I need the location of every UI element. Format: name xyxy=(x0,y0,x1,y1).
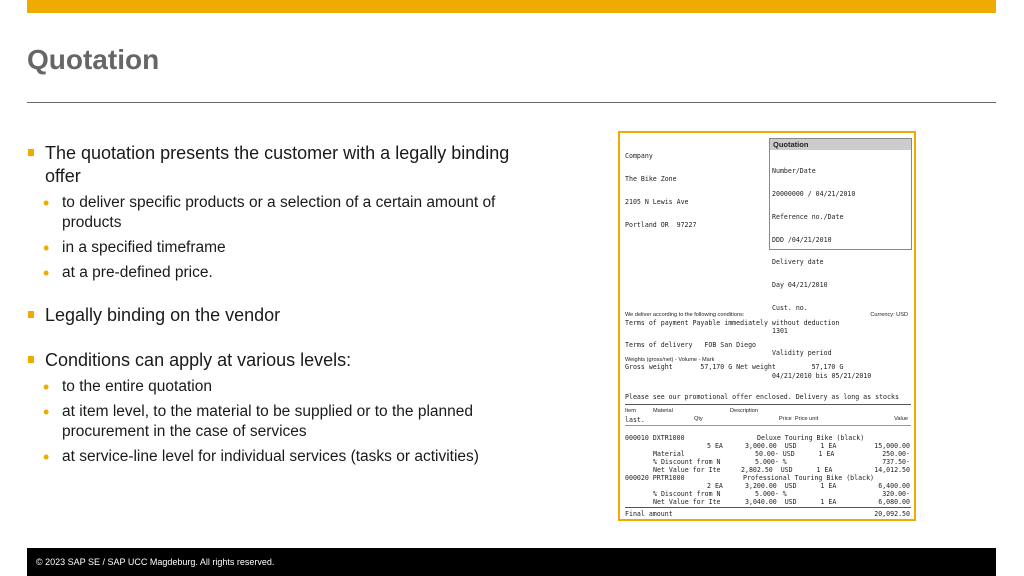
sub-bullet-1-3: • at a pre-defined price. xyxy=(43,263,213,283)
table-row: Net Value for Ite 2,802.50 USD 1 EA 14,012.50 xyxy=(653,466,910,474)
weights-label: Weights (gross/net) - Volume - Mark xyxy=(625,357,715,363)
table-row: 000010 DXTR1000 Deluxe Touring Bike (black) xyxy=(625,434,865,442)
sub-bullet-3-3: • at service-line level for individual services (tasks or activities) xyxy=(43,447,479,467)
col-item-header: Item xyxy=(625,408,636,414)
bullet-square-icon xyxy=(28,311,34,318)
final-amount-row: Final amount 20,092.50 xyxy=(625,510,910,518)
sub-bullet-1-2: • in a specified timeframe xyxy=(43,238,226,258)
slide-title: Quotation xyxy=(27,44,160,75)
top-accent-bar xyxy=(27,0,996,13)
bullet-dot-icon: • xyxy=(43,263,50,283)
bullet-dot-icon: • xyxy=(43,193,50,213)
terms-of-delivery: Terms of delivery FOB San Diego xyxy=(625,341,757,349)
bullet-dot-icon: • xyxy=(43,238,50,258)
bullet-square-icon xyxy=(28,356,34,363)
bullet-2: Legally binding on the vendor xyxy=(27,304,547,327)
bullet-square-icon xyxy=(28,149,34,156)
currency-note: Currency: USD xyxy=(870,312,908,318)
weights-line: Gross weight 57,170 G Net weight 57,170 G xyxy=(625,363,844,371)
table-row: 2 EA 3,200.00 USD 1 EA 6,400.00 xyxy=(707,482,910,490)
table-row: % Discount from N 5.000- % 320.00- xyxy=(653,490,910,498)
footer-bar xyxy=(27,548,996,576)
terms-of-payment: Terms of payment Payable immediately without deduction xyxy=(625,319,840,327)
title-divider xyxy=(27,102,996,103)
table-header-divider xyxy=(625,425,911,426)
table-row: Net Value for Ite 3,040.00 USD 1 EA 6,080.00 xyxy=(653,498,910,506)
sub-bullet-3-2: • at item level, to the material to be supplied or to the planned procurement in the case of services xyxy=(43,402,473,440)
promo-text: Please see our promotional offer enclosed. Delivery as long as stocks last. xyxy=(625,393,899,424)
delivery-conditions-note: We deliver according to the following conditions: xyxy=(625,312,745,318)
customer-address: Company The Bike Zone 2105 N Lewis Ave Portland OR 97227 xyxy=(625,152,697,229)
table-row: 5 EA 3,000.00 USD 1 EA 15,000.00 xyxy=(707,442,910,450)
table-row: 000020 PRTR1000 Professional Touring Bike (black) xyxy=(625,474,875,482)
table-bottom-divider xyxy=(625,507,911,508)
copyright-text: © 2023 SAP SE / SAP UCC Magdeburg. All rights reserved. xyxy=(36,557,275,567)
col-description-header: Description xyxy=(730,408,758,414)
quotation-header-details: Number/Date 20000000 / 04/21/2010 Reference no./Date DDD /04/21/2010 Delivery date Day 04/21/2010 Cust. no. 1301 Validity period 04/21/2010 bis 05/21/2010 xyxy=(772,167,872,381)
quotation-header-title: Quotation xyxy=(770,139,911,150)
col-price-header: Price Price unit xyxy=(779,416,819,422)
bullet-1: The quotation presents the customer with a legally binding offer xyxy=(27,142,547,188)
bullet-dot-icon: • xyxy=(43,402,50,422)
bullet-list xyxy=(27,142,547,467)
col-material-header: Material xyxy=(653,408,673,414)
bullet-3: Conditions can apply at various levels: xyxy=(27,349,547,372)
bullet-dot-icon: • xyxy=(43,377,50,397)
sub-bullet-3-1: • to the entire quotation xyxy=(43,377,212,397)
col-value-header: Value xyxy=(894,416,908,422)
bullet-dot-icon: • xyxy=(43,447,50,467)
col-qty-header: Qty xyxy=(694,416,703,422)
table-row: % Discount from N 5.000- % 737.50- xyxy=(653,458,910,466)
table-row: Material 50.00- USD 1 EA 250.00- xyxy=(653,450,910,458)
quotation-document xyxy=(618,131,916,521)
sub-bullet-1-1: • to deliver specific products or a selection of a certain amount of products xyxy=(43,193,496,231)
table-top-divider xyxy=(625,404,911,405)
